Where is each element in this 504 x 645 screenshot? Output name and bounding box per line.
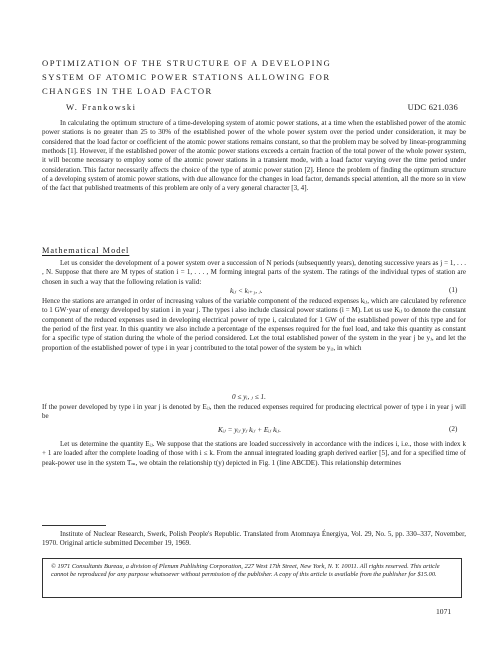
paragraph-2: Hence the stations are arranged in order of increasing values of the variable component of the reduced expenses kᵢⱼ, which are calculated by reference to 1 GW·year of energy developed by station i in year j. The types i also include classical power stations (i = M). Let us use Kᵢⱼ to denote the constant component of the reduced expenses used in developing electrical power of type i, calculated for 1 GW of the established power of this type and for the period of the first year. In this quantity we also include a percentage of the expenses required for the fuel load, and take this quantity as constant for a specific type of station during the whole of the period considered. Let the total established power of the system in the year j be yⱼ, and let the proportion of the established power of type i in year j contributed to the total power of the system be yᵢⱼ, in which: [42, 297, 466, 352]
inequality-y: 0 ≤ yᵢ, ⱼ ≤ 1.: [232, 393, 266, 401]
intro-paragraph: In calculating the optimum structure of a time-developing system of atomic power stations, at a time when the established power of the atomic power stations is no greater than 25 to 30% of the established power of the whole power system over the period under consideration, it may be considered that the load factor or coefficient of the atomic power stations remains constant, so that the problem may be solved by linear-programming methods [1]. However, if the established power of the atomic power stations exceeds a certain fraction of the total power of the whole power system, it will become necessary to employ some of the atomic power stations in a transient mode, with a load factor varying over the time period under consideration. This factor necessarily affects the choice of the type of atomic power station [2]. Hence the problem of finding the optimum structure of a developing system of atomic power stations, with due allowance for the changes in load factor, demands special attention, all the more so in view of the fact that published treatments of this problem are only of a very general character [3, 4].: [42, 119, 466, 193]
section-heading-text: Mathematical Model: [42, 246, 130, 255]
byline: [66, 102, 462, 114]
udc-code: UDC 621.036: [407, 102, 458, 112]
section-heading: [42, 246, 129, 255]
article-title: [42, 57, 462, 98]
paragraph-3: If the power developed by type i in year j is denoted by Eᵢⱼ, then the reduced expenses required for producing electrical power of type i in year j will be: [42, 403, 466, 421]
author-name: W. Frankowski: [66, 102, 137, 112]
equation-1: kᵢⱼ < kᵢ₊₁, ⱼ.: [230, 287, 263, 295]
title-line-2: SYSTEM OF ATOMIC POWER STATIONS ALLOWING FOR: [42, 71, 331, 82]
equation-2-number: (2): [449, 425, 458, 433]
title-line-1: OPTIMIZATION OF THE STRUCTURE OF A DEVELOPING: [42, 58, 332, 68]
paragraph-1: Let us consider the development of a power system over a succession of N periods (subsequently years), denoting successive years as j = 1, . . . , N. Suppose that there are M types of station i = 1, . . . , M forming integral parts of the system. The ratings of the individual types of station are chosen in such a way that the following relation is valid:: [42, 259, 466, 286]
footnote-rule: [42, 525, 106, 526]
copyright-text: © 1971 Consultants Bureau, a division of Plenum Publishing Corporation, 227 West 17th Street, New York, N. Y. 10011. All rights reserved. This article cannot be reproduced for any purpose whatsoever without permission of the publisher. A copy of this article is available from the publisher for $15.00.: [51, 563, 440, 579]
page-number: 1071: [436, 607, 452, 616]
paragraph-4: Let us determine the quantity Eᵢⱼ. We suppose that the stations are loaded successively in accordance with the indices i, i.e., those with index k + 1 are loaded after the complete loading of those with i ≤ k. From the annual integrated loading graph derived earlier [5], and for a specified time of peak-power use in the system Tₘ, we obtain the relationship t(y) depicted in Fig. 1 (line ABCDE). This relationship determines: [42, 440, 466, 467]
affiliation-footnote: Institute of Nuclear Research, Swerk, Polish People's Republic. Translated from Atomnaya Énergiya, Vol. 29, No. 5, pp. 330–337, November, 1970. Original article submitted December 19, 1969.: [42, 530, 466, 548]
copyright-box: [42, 558, 462, 598]
equation-1-number: (1): [449, 286, 458, 294]
equation-2: Kᵢⱼ = yᵢⱼ yⱼ kᵢⱼ + Eᵢⱼ kᵢⱼ.: [218, 426, 282, 434]
title-line-3: CHANGES IN THE LOAD FACTOR: [42, 85, 213, 96]
